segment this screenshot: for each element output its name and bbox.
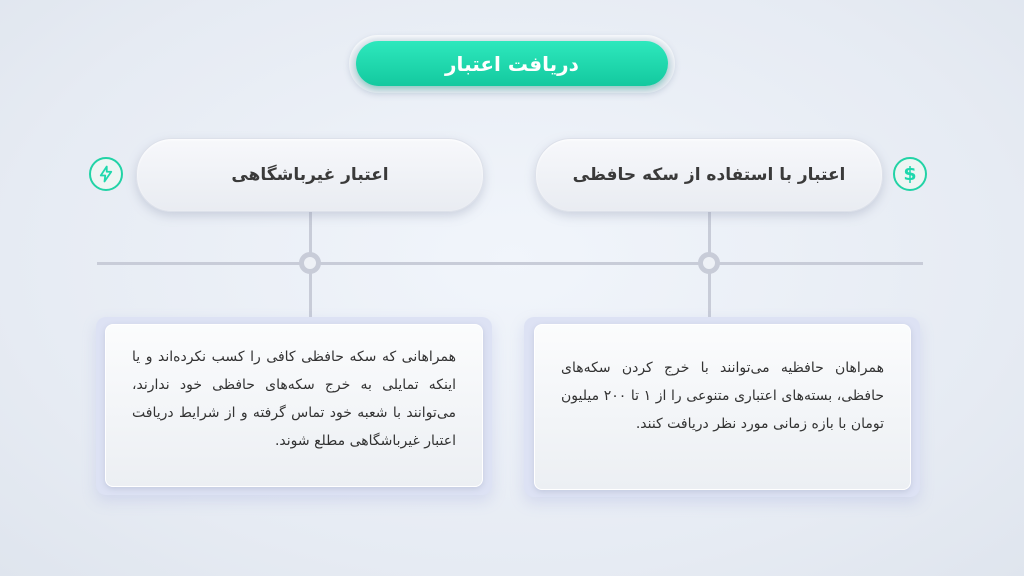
dollar-icon: $ <box>893 157 927 191</box>
card-right <box>534 324 911 490</box>
timeline-node-right <box>698 252 720 274</box>
page-title: دریافت اعتبار <box>356 41 668 86</box>
card-text-left: همراهانی که سکه حافظی کافی را کسب نکرده‌اند و یا اینکه تمایلی به خرج سکه‌های حافظی خود ندارند، می‌توانند با شعبه خود تماس گرفته و از شرایط دریافت اعتبار غیرباشگاهی مطلع شوند. <box>132 349 456 449</box>
timeline-node-left <box>299 252 321 274</box>
timeline-line <box>97 262 923 265</box>
branch-label-left: اعتبار غیرباشگاهی <box>231 165 389 185</box>
branch-pill-left <box>136 138 484 212</box>
card-text-right: همراهان حافظیه می‌توانند با خرج کردن سکه‌های حافظی، بسته‌های اعتباری متنوعی را از ۱ تا ۲۰۰ میلیون تومان با بازه زمانی مورد نظر دریافت کنند. <box>561 360 884 432</box>
card-left <box>105 324 483 487</box>
lightning-icon <box>89 157 123 191</box>
branch-label-right: اعتبار با استفاده از سکه حافظی <box>572 165 846 185</box>
branch-pill-right <box>535 138 883 212</box>
